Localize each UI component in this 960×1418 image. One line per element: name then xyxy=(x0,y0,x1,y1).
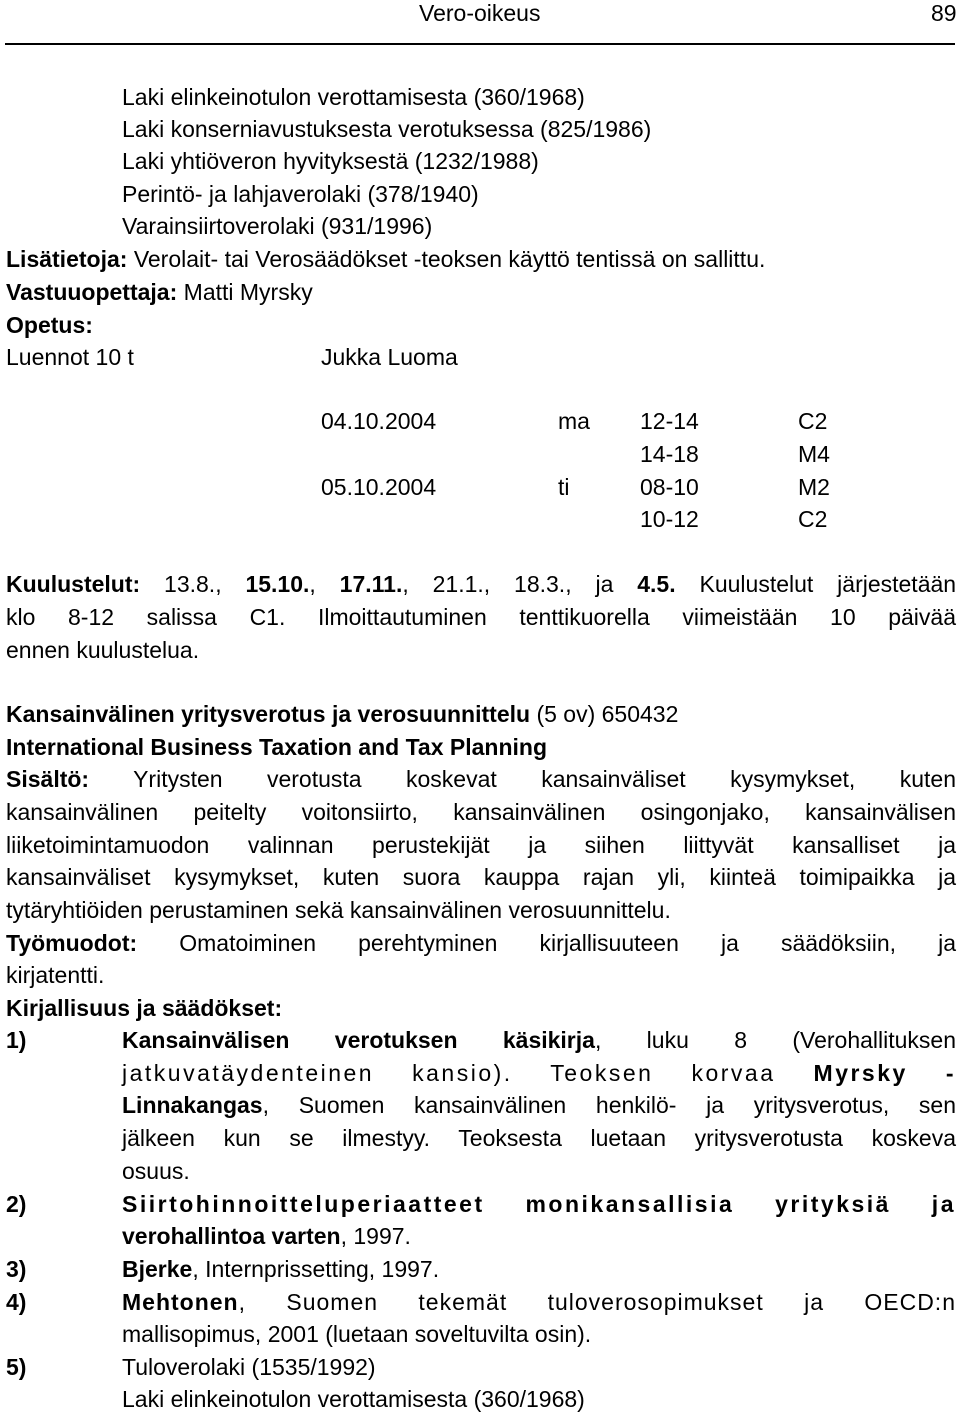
content-label: Sisältö: xyxy=(6,766,90,792)
header-rule xyxy=(5,43,955,45)
course-credits-code: (5 ov) 650432 xyxy=(536,701,679,727)
item-number: 4) xyxy=(6,1289,27,1315)
content-line: liiketoimintamuodon valinnan perustekijät ja siihen liittyvät kansalliset ja xyxy=(6,832,956,858)
header-title: Vero-oikeus xyxy=(419,0,541,26)
item-number: 1) xyxy=(6,1027,27,1053)
literature-item: 2) Siirtohinnoitteluperiaatteet monikansallisia yrityksiä ja xyxy=(0,1188,960,1221)
literature-line: Laki elinkeinotulon verottamisesta (360/1968) xyxy=(122,1386,585,1412)
info-text: Verolait- tai Verosäädökset -teoksen käyttö tentissä on sallittu. xyxy=(133,246,766,272)
page-number: 89 xyxy=(931,0,957,26)
law-item: Laki elinkeinotulon verottamisesta (360/1968) xyxy=(122,84,585,110)
literature-line: mallisopimus, 2001 (luetaan soveltuvilta osin). xyxy=(122,1321,592,1347)
content-line: Sisältö: Yritysten verotusta koskevat kansainväliset kysymykset, kuten xyxy=(6,766,956,792)
schedule-row xyxy=(0,503,960,536)
info-label: Lisätietoja: xyxy=(6,246,128,272)
exam-label: Kuulustelut: xyxy=(6,571,141,597)
lecturer-name: Jukka Luoma xyxy=(321,344,458,370)
page-header xyxy=(0,0,960,46)
literature-item: 1) Kansainvälisen verotuksen käsikirja, luku 8 (Verohallituksen xyxy=(0,1024,960,1057)
literature-line: osuus. xyxy=(122,1158,190,1184)
law-item: Varainsiirtoverolaki (931/1996) xyxy=(122,213,433,239)
exam-text: klo 8-12 salissa C1. Ilmoittautuminen tenttikuorella viimeistään 10 päivää xyxy=(6,604,956,630)
schedule-room: M4 xyxy=(798,441,830,467)
item-number: 2) xyxy=(6,1191,27,1217)
exam-dates-line: Kuulustelut: 13.8., 15.10., 17.11., 21.1., 18.3., ja 4.5. Kuulustelut järjestetään xyxy=(6,571,957,597)
literature-item: 5) Tuloverolaki (1535/1992) xyxy=(0,1351,960,1384)
schedule-day: ma xyxy=(558,408,590,434)
opetus-row xyxy=(6,341,606,374)
schedule-time: 12-14 xyxy=(640,408,699,434)
exam-date: 18.3. xyxy=(514,571,566,597)
literature-item: 4) Mehtonen, Suomen tekemät tuloverosopimukset ja OECD:n xyxy=(0,1286,960,1319)
work-line: kirjatentti. xyxy=(6,962,105,988)
course-title-en: International Business Taxation and Tax Planning xyxy=(6,734,548,760)
schedule-time: 10-12 xyxy=(640,506,699,532)
work-label: Työmuodot: xyxy=(6,930,138,956)
info-line xyxy=(6,243,765,276)
exam-date: 21.1. xyxy=(432,571,484,597)
teacher-name: Matti Myrsky xyxy=(183,279,313,305)
literature-line: Linnakangas, Suomen kansainvälinen henkilö- ja yritysverotus, sen xyxy=(122,1092,956,1118)
teacher-line xyxy=(6,276,313,309)
literature-item: 3) Bjerke, Internprissetting, 1997. xyxy=(0,1253,960,1286)
exam-date: 4.5. xyxy=(637,571,676,597)
schedule-date: 04.10.2004 xyxy=(321,408,437,434)
schedule-room: C2 xyxy=(798,408,828,434)
teacher-label: Vastuuopettaja: xyxy=(6,279,178,305)
work-line: Työmuodot: Omatoiminen perehtyminen kirjallisuuteen ja säädöksiin, ja xyxy=(6,930,957,956)
schedule-date: 05.10.2004 xyxy=(321,474,437,500)
course-title: Kansainvälinen yritysverotus ja verosuunnittelu xyxy=(6,701,531,727)
exam-date: 17.11. xyxy=(339,571,403,597)
item-number: 3) xyxy=(6,1256,27,1282)
teaching-type: Luennot 10 t xyxy=(6,344,134,370)
exam-text: ennen kuulustelua. xyxy=(6,637,200,663)
schedule-room: C2 xyxy=(798,506,828,532)
schedule-row xyxy=(0,471,960,504)
law-item: Perintö- ja lahjaverolaki (378/1940) xyxy=(122,181,479,207)
content-line: tytäryhtiöiden perustaminen sekä kansainvälinen verosuunnittelu. xyxy=(6,897,671,923)
schedule-time: 08-10 xyxy=(640,474,699,500)
content-line: kansainvälinen peitelty voitonsiirto, kansainvälinen osingonjako, kansainvälisen xyxy=(6,799,956,825)
schedule-row xyxy=(0,405,960,438)
literature-line: verohallintoa varten, 1997. xyxy=(122,1223,411,1249)
exam-date: 13.8. xyxy=(164,571,216,597)
schedule-day: ti xyxy=(558,474,570,500)
literature-label: Kirjallisuus ja säädökset: xyxy=(6,995,283,1021)
law-item: Laki konserniavustuksesta verotuksessa (825/1986) xyxy=(122,116,652,142)
opetus-label: Opetus: xyxy=(6,312,93,338)
course-title-line xyxy=(6,698,678,731)
exam-date: 15.10. xyxy=(245,571,310,597)
item-number: 5) xyxy=(6,1354,27,1380)
content-line: kansainväliset kysymykset, kuten suora kauppa rajan yli, kiinteä toimipaikka ja xyxy=(6,864,956,890)
law-item: Laki yhtiöveron hyvityksestä (1232/1988) xyxy=(122,148,539,174)
schedule-time: 14-18 xyxy=(640,441,699,467)
schedule-row xyxy=(0,438,960,471)
exam-text: Kuulustelut järjestetään xyxy=(699,571,957,597)
literature-line: jälkeen kun se ilmestyy. Teoksesta luetaan yritysverotusta koskeva xyxy=(122,1125,956,1151)
schedule-room: M2 xyxy=(798,474,830,500)
literature-line: jatkuvatäydenteinen kansio). Teoksen korvaa Myrsky - xyxy=(122,1060,956,1086)
exam-conjunction: ja xyxy=(595,571,614,597)
